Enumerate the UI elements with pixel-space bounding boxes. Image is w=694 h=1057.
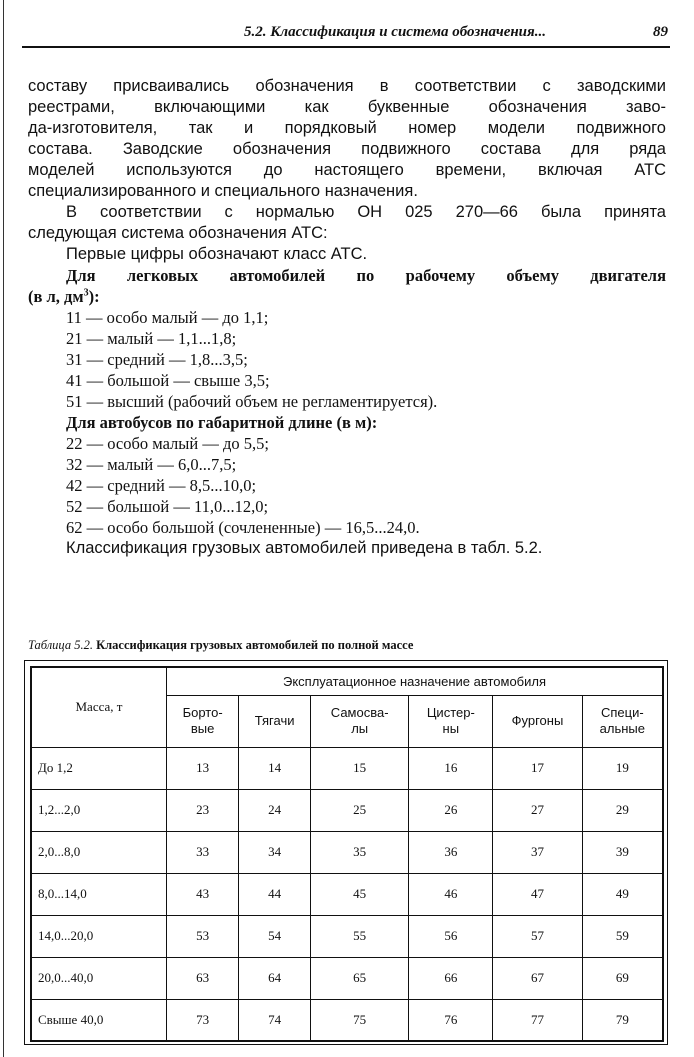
cars-heading-sup: 3 xyxy=(83,287,89,299)
table-cell: 23 xyxy=(167,789,239,831)
table-cell: 75 xyxy=(311,999,409,1041)
table-cell: 53 xyxy=(167,915,239,957)
list-item: 52 — большой — 11,0...12,0; xyxy=(66,497,269,516)
row-label: 20,0...40,0 xyxy=(31,957,167,999)
paragraph-2-first: В соответствии с нормалью ОН 025 270—66 была принята xyxy=(66,203,666,221)
cars-heading: Для легковых автомобилей по рабочему объему двигателя xyxy=(66,266,666,285)
list-item: 62 — особо большой (сочлененные) — 16,5...24,0. xyxy=(66,518,420,537)
column-header: Цистер- ны xyxy=(409,695,493,747)
table-cell: 46 xyxy=(409,873,493,915)
table-row xyxy=(31,873,663,915)
paragraph-2-last: следующая система обозначения АТС: xyxy=(28,224,328,242)
cars-heading-unit: (в л, дм xyxy=(28,287,84,306)
text-line: моделей используются до настоящего времени, включая АТС xyxy=(28,161,666,179)
list-item: 21 — малый — 1,1...1,8; xyxy=(66,329,237,348)
row-label: 1,2...2,0 xyxy=(31,789,167,831)
column-header: Специ- альные xyxy=(582,695,663,747)
column-header: Фургоны xyxy=(493,695,582,747)
body-text xyxy=(28,76,666,559)
table-cell: 65 xyxy=(311,957,409,999)
table-cell: 27 xyxy=(493,789,582,831)
table-cell: 29 xyxy=(582,789,663,831)
table-cell: 77 xyxy=(493,999,582,1041)
table-row xyxy=(31,789,663,831)
table-cell: 49 xyxy=(582,873,663,915)
closing-sentence: Классификация грузовых автомобилей приведена в табл. 5.2. xyxy=(66,539,543,557)
table-cell: 45 xyxy=(311,873,409,915)
table-row xyxy=(31,999,663,1041)
table-cell: 36 xyxy=(409,831,493,873)
row-label: До 1,2 xyxy=(31,747,167,789)
table-cell: 69 xyxy=(582,957,663,999)
paragraph-1 xyxy=(28,76,666,202)
table-cell: 76 xyxy=(409,999,493,1041)
table-cell: 55 xyxy=(311,915,409,957)
table-caption xyxy=(28,638,668,653)
column-header: Тягачи xyxy=(239,695,311,747)
table-body xyxy=(31,747,663,1041)
buses-heading: Для автобусов по габаритной длине (в м): xyxy=(66,413,378,432)
table-cell: 66 xyxy=(409,957,493,999)
table-cell: 43 xyxy=(167,873,239,915)
page-edge-rule xyxy=(3,0,4,1057)
table-row xyxy=(31,831,663,873)
table-cell: 63 xyxy=(167,957,239,999)
table-cell: 37 xyxy=(493,831,582,873)
list-item: 51 — высший (рабочий объем не регламентируется). xyxy=(66,392,438,411)
buses-list xyxy=(28,433,666,538)
list-item: 22 — особо малый — до 5,5; xyxy=(66,434,269,453)
cars-heading-cont xyxy=(28,286,666,307)
table-cell: 56 xyxy=(409,915,493,957)
table-row xyxy=(31,915,663,957)
paragraph-3: Первые цифры обозначают класс АТС. xyxy=(66,245,368,263)
table-row xyxy=(31,957,663,999)
running-header xyxy=(22,22,670,48)
text-line: да-изготовителя, так и порядковый номер модели подвижного xyxy=(28,119,666,137)
cars-list xyxy=(28,307,666,412)
table-cell: 14 xyxy=(239,747,311,789)
cars-heading-end: ): xyxy=(88,287,100,306)
table-cell: 16 xyxy=(409,747,493,789)
column-header: Самосва- лы xyxy=(311,695,409,747)
table-cell: 54 xyxy=(239,915,311,957)
text-line: состава. Заводские обозначения подвижного состава для ряда xyxy=(28,140,666,158)
table-cell: 13 xyxy=(167,747,239,789)
mass-column-header: Масса, т xyxy=(31,667,167,747)
text-line: специализированного и специального назначения. xyxy=(28,182,418,200)
table-cell: 24 xyxy=(239,789,311,831)
table-caption-text: Классификация грузовых автомобилей по полной массе xyxy=(96,638,414,652)
list-item: 41 — большой — свыше 3,5; xyxy=(66,371,270,390)
table-cell: 44 xyxy=(239,873,311,915)
page-number: 89 xyxy=(653,24,668,40)
table-cell: 79 xyxy=(582,999,663,1041)
table-cell: 57 xyxy=(493,915,582,957)
list-item: 42 — средний — 8,5...10,0; xyxy=(66,476,257,495)
row-label: 8,0...14,0 xyxy=(31,873,167,915)
table-cell: 34 xyxy=(239,831,311,873)
list-item: 31 — средний — 1,8...3,5; xyxy=(66,350,248,369)
table-cell: 15 xyxy=(311,747,409,789)
text-line: реестрами, включающими как буквенные обозначения заво- xyxy=(28,98,666,116)
table-cell: 64 xyxy=(239,957,311,999)
table-cell: 35 xyxy=(311,831,409,873)
table-cell: 73 xyxy=(167,999,239,1041)
mass-classification-table xyxy=(30,666,664,1042)
table-cell: 59 xyxy=(582,915,663,957)
table-cell: 25 xyxy=(311,789,409,831)
text-line: составу присваивались обозначения в соответствии с заводскими xyxy=(28,77,666,95)
table-cell: 17 xyxy=(493,747,582,789)
table-row xyxy=(31,747,663,789)
table-cell: 74 xyxy=(239,999,311,1041)
table-cell: 33 xyxy=(167,831,239,873)
running-header-title: 5.2. Классификация и система обозначения... xyxy=(243,24,546,40)
row-label: Свыше 40,0 xyxy=(31,999,167,1041)
group-column-header: Эксплуатационное назначение автомобиля xyxy=(167,667,664,695)
row-label: 14,0...20,0 xyxy=(31,915,167,957)
table-cell: 47 xyxy=(493,873,582,915)
column-header: Борто- вые xyxy=(167,695,239,747)
table-cell: 19 xyxy=(582,747,663,789)
table-caption-number: Таблица 5.2. xyxy=(28,638,93,652)
list-item: 32 — малый — 6,0...7,5; xyxy=(66,455,237,474)
table-cell: 67 xyxy=(493,957,582,999)
table-cell: 26 xyxy=(409,789,493,831)
list-item: 11 — особо малый — до 1,1; xyxy=(66,308,269,327)
row-label: 2,0...8,0 xyxy=(31,831,167,873)
table-cell: 39 xyxy=(582,831,663,873)
